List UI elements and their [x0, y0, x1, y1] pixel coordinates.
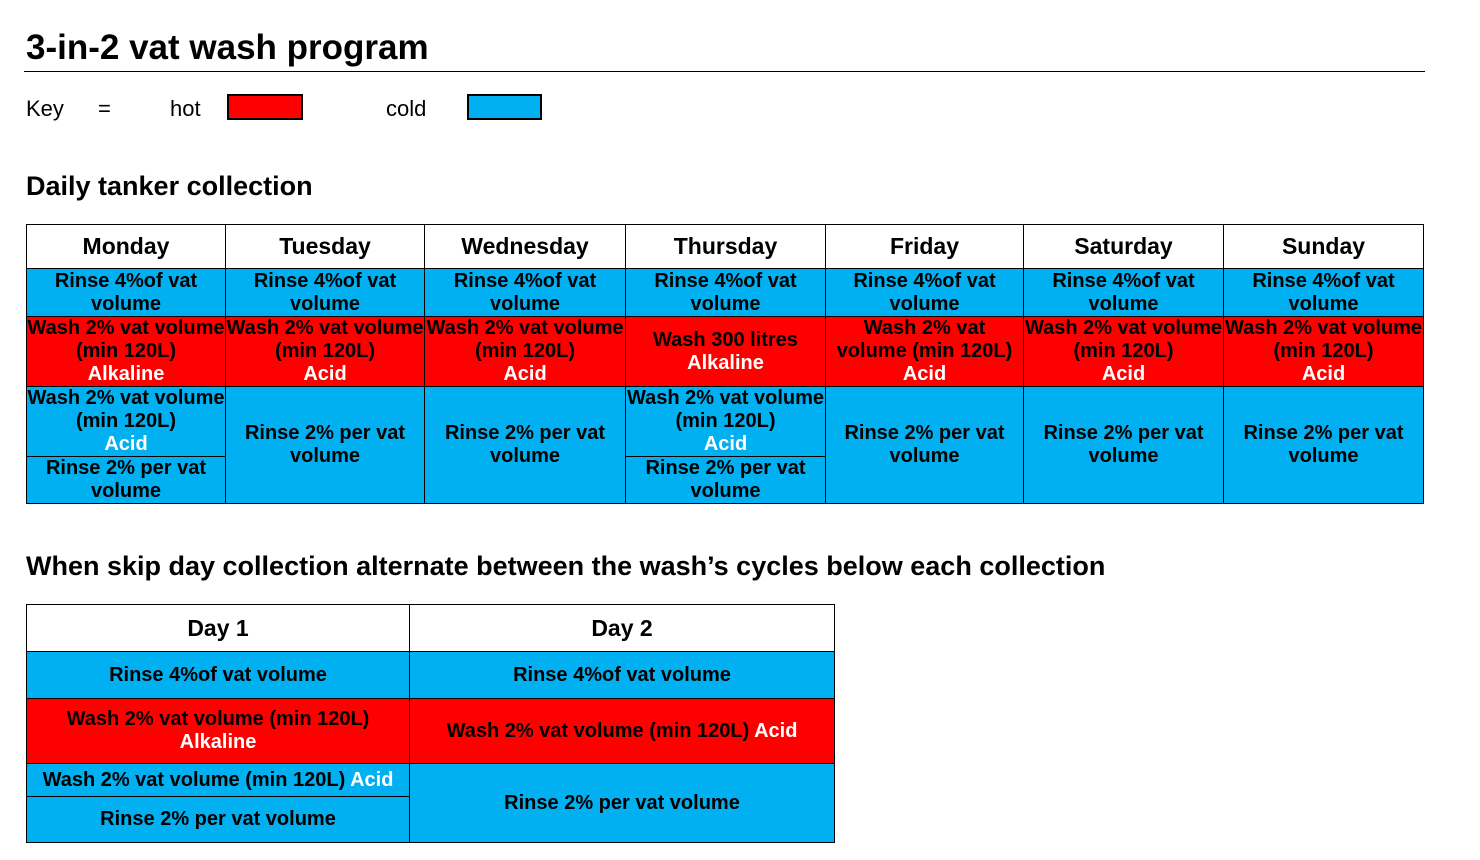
wash-text: Wash 2% vat volume (min 120L)	[836, 317, 1013, 362]
thursday-rinse4: Rinse 4%of vat volume	[626, 269, 826, 317]
wednesday-hot-wash	[425, 317, 626, 387]
daily-hot-wash-row	[27, 317, 1424, 387]
day-header-thursday: Thursday	[626, 225, 826, 269]
wash-text: Wash 2% vat volume (min 120L)	[1024, 317, 1223, 362]
saturday-rinse4: Rinse 4%of vat volume	[1024, 269, 1224, 317]
skip-header-row	[27, 605, 835, 652]
skip-rinse4-row	[27, 652, 835, 699]
key-cold-swatch	[467, 94, 542, 120]
chemical-label: Acid	[503, 363, 547, 385]
key-label: Key	[26, 96, 64, 121]
daily-rinse4-row	[27, 269, 1424, 317]
monday-hot-wash	[27, 317, 226, 387]
friday-rinse4: Rinse 4%of vat volume	[826, 269, 1024, 317]
day1-header: Day 1	[27, 605, 410, 652]
page-title: 3-in-2 vat wash program	[26, 28, 429, 67]
chemical-label: Acid	[303, 363, 347, 385]
skip-hot-wash-row	[27, 699, 835, 764]
daily-cold-wash-row	[27, 387, 1424, 457]
wash-text: Wash 2% vat volume (min 120L)	[446, 719, 750, 742]
chemical-label: Acid	[902, 363, 947, 385]
thursday-hot-wash	[626, 317, 826, 387]
daily-header-row	[27, 225, 1424, 269]
day-header-wednesday: Wednesday	[425, 225, 626, 269]
day-header-friday: Friday	[826, 225, 1024, 269]
chemical-label: Alkaline	[87, 363, 165, 385]
skip-cold-wash-row	[27, 764, 835, 797]
wednesday-rinse2: Rinse 2% per vat volume	[425, 387, 626, 504]
skip-day-table	[26, 604, 835, 843]
sunday-hot-wash	[1224, 317, 1424, 387]
sunday-rinse2: Rinse 2% per vat volume	[1224, 387, 1424, 504]
wash-text: Wash 2% vat volume (min 120L)	[426, 317, 624, 362]
chemical-label: Alkaline	[179, 731, 257, 753]
day1-hot-wash	[27, 699, 410, 764]
day1-rinse2: Rinse 2% per vat volume	[27, 797, 410, 843]
key-equals: =	[98, 96, 111, 121]
wash-text: Wash 2% vat volume (min 120L)	[42, 768, 346, 791]
wednesday-rinse4: Rinse 4%of vat volume	[425, 269, 626, 317]
wash-text: Wash 2% vat volume (min 120L)	[226, 317, 424, 362]
saturday-rinse2: Rinse 2% per vat volume	[1024, 387, 1224, 504]
wash-text: Wash 2% vat volume (min 120L)	[66, 708, 370, 730]
thursday-rinse2: Rinse 2% per vat volume	[626, 457, 826, 504]
monday-rinse2: Rinse 2% per vat volume	[27, 457, 226, 504]
day1-cold-wash	[27, 764, 410, 797]
key-hot-swatch	[227, 94, 303, 120]
saturday-hot-wash	[1024, 317, 1224, 387]
friday-rinse2: Rinse 2% per vat volume	[826, 387, 1024, 504]
wash-text: Wash 2% vat volume (min 120L)	[1224, 317, 1423, 362]
tuesday-hot-wash	[226, 317, 425, 387]
day2-hot-wash	[410, 699, 835, 764]
monday-rinse4: Rinse 4%of vat volume	[27, 269, 226, 317]
thursday-cold-wash	[626, 387, 826, 457]
wash-text: Wash 2% vat volume (min 120L)	[626, 387, 825, 432]
day2-rinse4: Rinse 4%of vat volume	[410, 652, 835, 699]
monday-cold-wash	[27, 387, 226, 457]
wash-text: Wash 2% vat volume (min 120L)	[27, 317, 225, 362]
day2-rinse2: Rinse 2% per vat volume	[410, 764, 835, 843]
chemical-label: Acid	[754, 719, 798, 742]
day1-rinse4: Rinse 4%of vat volume	[27, 652, 410, 699]
sunday-rinse4: Rinse 4%of vat volume	[1224, 269, 1424, 317]
day-header-tuesday: Tuesday	[226, 225, 425, 269]
wash-text: Wash 300 litres	[653, 328, 798, 351]
day2-header: Day 2	[410, 605, 835, 652]
tuesday-rinse4: Rinse 4%of vat volume	[226, 269, 425, 317]
chemical-label: Acid	[350, 768, 394, 791]
day-header-monday: Monday	[27, 225, 226, 269]
title-underline	[24, 71, 1425, 72]
chemical-label: Acid	[703, 433, 748, 455]
skip-heading: When skip day collection alternate between the wash’s cycles below each collection	[26, 551, 1106, 581]
friday-hot-wash	[826, 317, 1024, 387]
daily-heading: Daily tanker collection	[26, 171, 313, 201]
day-header-saturday: Saturday	[1024, 225, 1224, 269]
chemical-label: Acid	[1301, 363, 1346, 385]
wash-text: Wash 2% vat volume (min 120L)	[27, 387, 225, 432]
key-hot-label: hot	[170, 96, 201, 121]
daily-schedule-table	[26, 224, 1424, 504]
tuesday-rinse2: Rinse 2% per vat volume	[226, 387, 425, 504]
key-cold-label: cold	[386, 96, 427, 121]
chemical-label: Alkaline	[687, 351, 764, 374]
day-header-sunday: Sunday	[1224, 225, 1424, 269]
chemical-label: Acid	[1101, 363, 1146, 385]
chemical-label: Acid	[104, 433, 148, 455]
